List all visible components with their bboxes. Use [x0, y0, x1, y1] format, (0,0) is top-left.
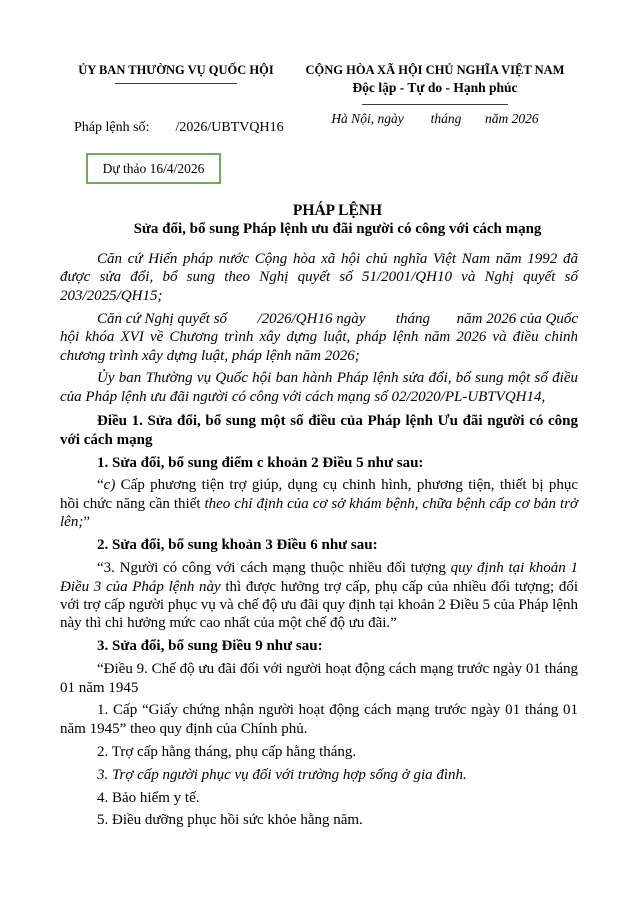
national-motto: Độc lập - Tự do - Hạnh phúc [352, 80, 518, 95]
article-9-clause-2: 2. Trợ cấp hằng tháng, phụ cấp hằng tháng. [97, 743, 357, 760]
authority-divider-line [115, 83, 237, 84]
title-block [60, 202, 578, 238]
preamble-paragraph-3: Ủy ban Thường vụ Quốc hội ban hành Pháp lệnh sửa đổi, bổ sung một số điều của Pháp lệnh ưu đãi người có công với cách mạng số 02/2020/PL-UBTVQH14, [60, 370, 578, 405]
item-2-heading: 2. Sửa đổi, bổ sung khoản 3 Điều 6 như sau: [97, 537, 378, 554]
article-1-heading: Điều 1. Sửa đổi, bổ sung một số điều của Pháp lệnh Ưu đãi người có công với cách mạng [60, 413, 578, 448]
preamble-paragraph-2: Căn cứ Nghị quyết số /2026/QH16 ngày tháng năm 2026 của Quốc hội khóa XVI về Chương trình xây dựng luật, pháp lệnh năm 2026 và điều chinh chương trình xây dựng luật, pháp lệnh năm 2026; [60, 310, 582, 364]
item-2-text-start: “3. Người có công với cách mạng thuộc nhiều đối tượng [97, 560, 451, 577]
article-9-title-paragraph: “Điều 9. Chế độ ưu đãi đối với người hoạt động cách mạng trước ngày 01 tháng 01 năm 1945 [60, 661, 578, 696]
ordinance-number-value: /2026/UBTVQH16 [175, 120, 284, 135]
item-2-content [60, 559, 578, 633]
preamble-paragraph-1: Căn cứ Hiến pháp nước Cộng hòa xã hội chủ nghĩa Việt Nam năm 1992 đã được sửa đổi, bổ sung theo Nghị quyết số 51/2001/QH10 và Nghị quyết số 203/2025/QH15; [60, 251, 578, 304]
header-right-column [292, 62, 578, 127]
document-title: PHÁP LỆNH [292, 202, 383, 219]
point-letter: c) [103, 477, 116, 494]
motto-divider-line [362, 104, 508, 105]
header-left-column [60, 62, 292, 184]
ordinance-number-line [60, 118, 292, 137]
document-subtitle: Sửa đổi, bổ sung Pháp lệnh ưu đãi người có công với cách mạng [133, 221, 542, 237]
item-3-heading: 3. Sửa đổi, bổ sung Điều 9 như sau: [97, 638, 323, 655]
draft-version-label: Dự thảo 16/4/2026 [102, 160, 205, 176]
item-2-italic-clause: quy định tại khoản 1 Điều 3 của Pháp lệnh này [60, 560, 578, 595]
article-9-clause-4: 4. Bảo hiểm y tế. [97, 789, 200, 806]
article-9-clause-3: 3. Trợ cấp người phục vụ đối với trường hợp sống ở gia đình. [97, 766, 467, 783]
article-9-clause-1: 1. Cấp “Giấy chứng nhận người hoạt động cách mạng trước ngày 01 tháng 01 năm 1945” theo quy định của Chính phủ. [60, 702, 578, 737]
quote-close: ” [83, 514, 90, 531]
item-2-text-end: thì được hưởng trợ cấp, phụ cấp của nhiều đối tượng; đối với trợ cấp người phục vụ và chế độ ưu đãi quy định tại khoản 2 Điều 5 của Pháp lệnh này thì chi hưởng mức cao nhất của một chế độ ưu đãi.” [60, 578, 578, 632]
item-1-italic-clause: theo chỉ định của cơ sở khám bệnh, chữa bệnh cấp cơ bản trở lên; [60, 495, 578, 531]
draft-version-box [86, 153, 221, 184]
item-1-heading: 1. Sửa đổi, bổ sung điểm c khoản 2 Điều 5 như sau: [97, 454, 424, 471]
article-9-clause-5: 5. Điều dưỡng phục hồi sức khỏe hằng năm. [97, 812, 363, 829]
document-body [60, 250, 582, 830]
place-and-date: Hà Nội, ngày tháng năm 2026 [331, 111, 539, 126]
national-header: CỘNG HÒA XÃ HỘI CHỦ NGHĨA VIỆT NAM [305, 63, 565, 77]
quote-open: “ [97, 477, 104, 494]
ordinance-number-label: Pháp lệnh số: [74, 120, 150, 135]
issuing-authority: ỦY BAN THƯỜNG VỤ QUỐC HỘI [78, 63, 274, 77]
item-1-content [60, 476, 578, 531]
item-1-text: Cấp phương tiện trợ giúp, dụng cụ chinh hình, phương tiện, thiết bị phục hồi chức năng cần thiết [60, 477, 578, 512]
document-header [60, 62, 578, 184]
